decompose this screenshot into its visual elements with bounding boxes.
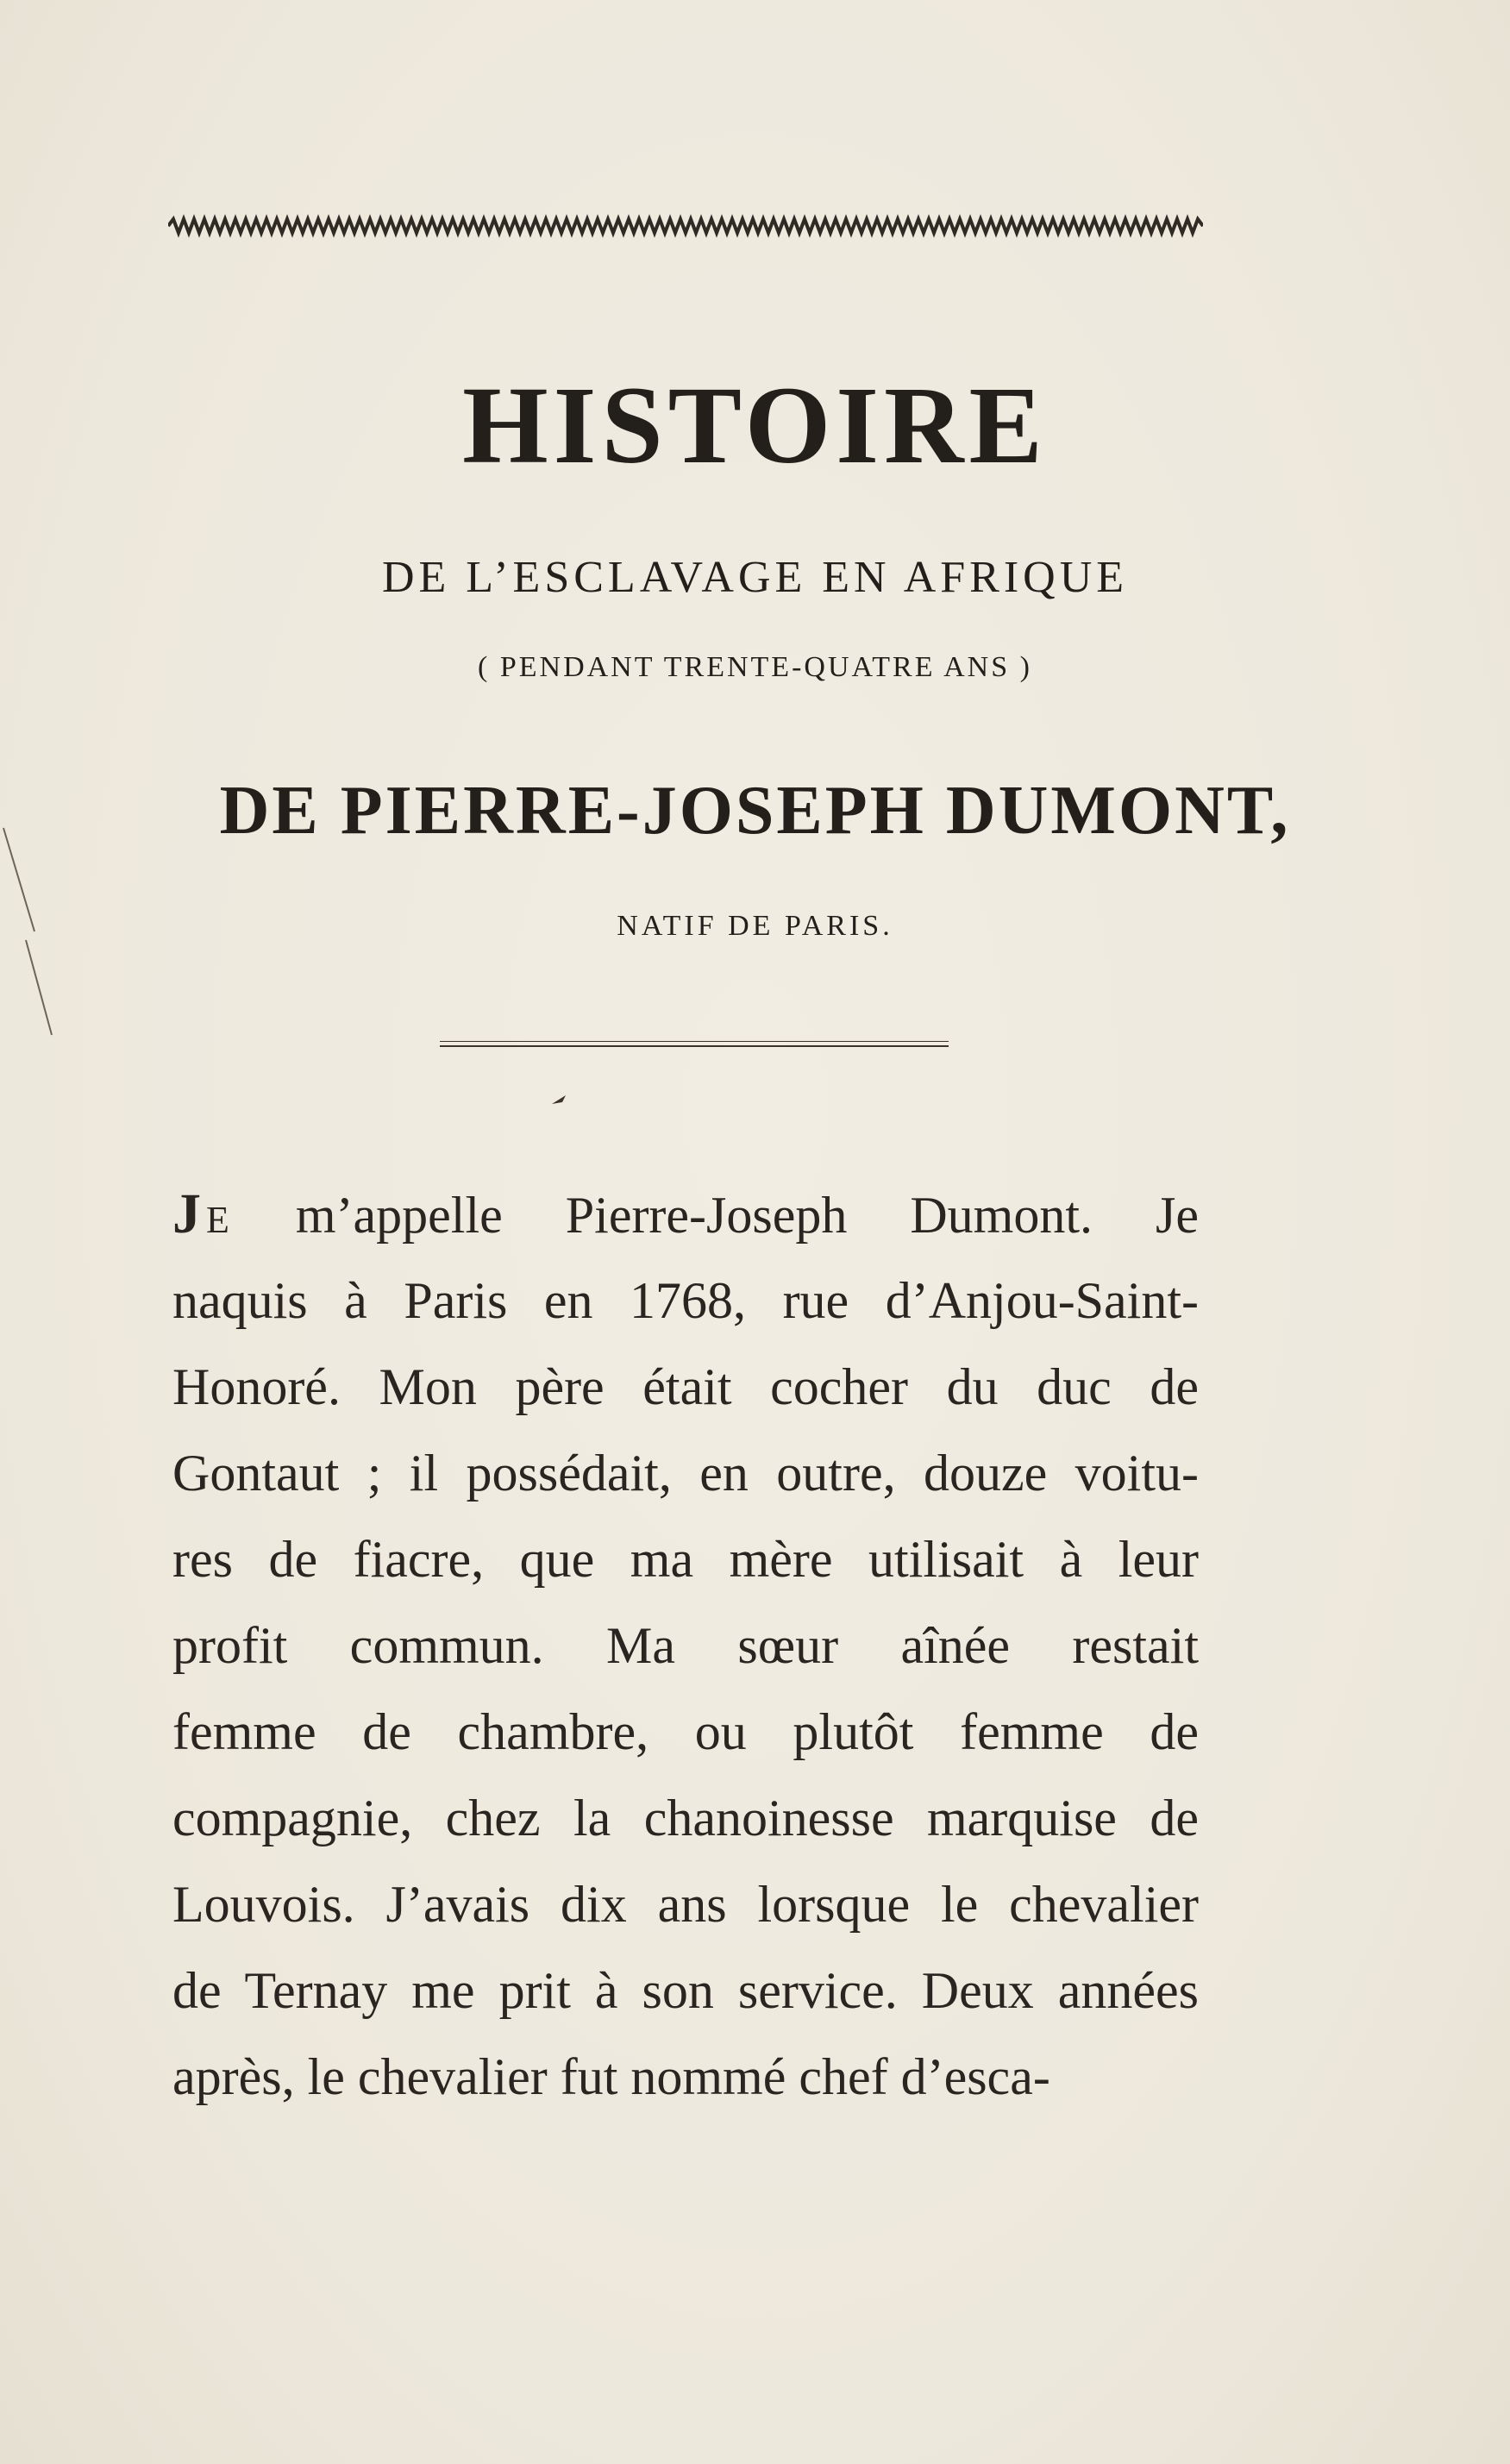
text-line: après, le chevalier fut nommé chef d’esca- (172, 2048, 1050, 2105)
text-line: naquis à Paris en 1768, rue d’Anjou-Saint- (172, 1272, 1199, 1329)
book-subtitle: DE L’ESCLAVAGE EN AFRIQUE (381, 553, 1129, 602)
margin-mark-icon (0, 811, 69, 1052)
ornamental-border-icon (168, 209, 1203, 243)
text-line: de Ternay me prit à son service. Deux années (172, 1962, 1199, 2019)
text-line: Honoré. Mon père était cocher du duc de (172, 1358, 1199, 1415)
text-line: res de fiacre, que ma mère utilisait à leur (172, 1531, 1199, 1588)
ink-mark-icon (550, 1094, 567, 1106)
text-line: profit commun. Ma sœur aînée restait (172, 1617, 1199, 1674)
body-paragraph (172, 1171, 1199, 2120)
book-origin: NATIF DE PARIS. (617, 910, 893, 942)
text-line-content: m’appelle Pierre-Joseph Dumont. Je (232, 1187, 1199, 1244)
text-line: Louvois. J’avais dix ans lorsque le chevalier (172, 1876, 1199, 1933)
text-line: compagnie, chez la chanoinesse marquise de (172, 1790, 1199, 1846)
book-author: DE PIERRE-JOSEPH DUMONT, (219, 773, 1291, 849)
book-duration: ( PENDANT TRENTE-QUATRE ANS ) (478, 651, 1032, 683)
double-rule-divider (440, 1041, 949, 1047)
drop-cap: J (172, 1182, 206, 1245)
small-cap: E (206, 1199, 233, 1241)
book-title: HISTOIRE (462, 364, 1048, 486)
text-line: Gontaut ; il possédait, en outre, douze voitu- (172, 1445, 1199, 1502)
text-line: femme de chambre, ou plutôt femme de (172, 1703, 1199, 1760)
text-line (172, 1171, 1199, 1257)
